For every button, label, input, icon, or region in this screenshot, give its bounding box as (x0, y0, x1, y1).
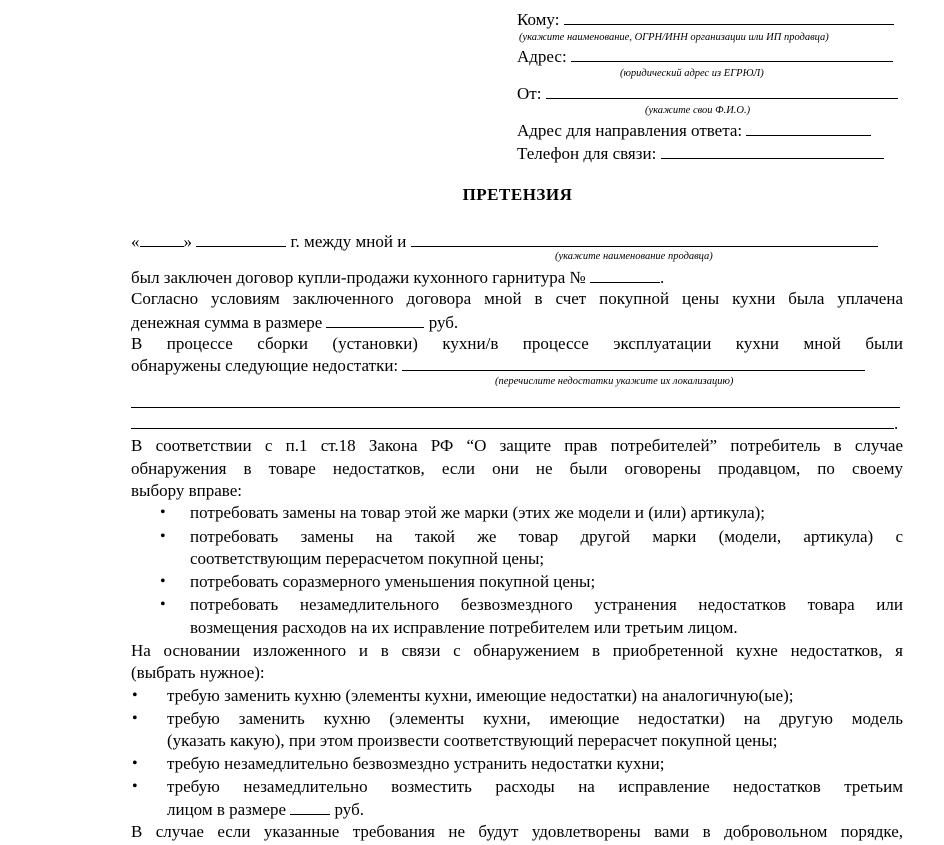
to-hint: (укажите наименование, ОГРН/ИНН организации или ИП продавца) (519, 32, 829, 43)
right-bullet-3: • (160, 573, 166, 590)
defects-line-1: В процессе сборки (установки) кухни/в процессе эксплуатации кухни мной были (131, 334, 903, 353)
defects-field-3[interactable] (131, 413, 894, 429)
demands-line-1: На основании изложенного и в связи с обнаружением в приобретенной кухне недостатков, я (131, 641, 903, 660)
address-field[interactable] (571, 46, 893, 62)
address-hint: (юридический адрес из ЕГРЮЛ) (620, 68, 764, 79)
phone-row (517, 143, 884, 164)
from-hint: (укажите свои Ф.И.О.) (645, 105, 751, 116)
demand-bullet-4: • (132, 778, 138, 795)
defects-line-4 (131, 413, 903, 434)
law-line-1: В соответствии с п.1 ст.18 Закона РФ “О защите прав потребителей” потребитель в случае (131, 436, 903, 455)
demand-bullet-3: • (132, 755, 138, 772)
demand-bullet-2: • (132, 710, 138, 727)
contract-text: был заключен договор купли-продажи кухонного гарнитура № (131, 268, 586, 287)
demand-item-2-line-2: (указать какую), при этом произвести соответствующий перерасчет покупной цены; (167, 731, 778, 750)
defects-field-2[interactable] (131, 392, 900, 408)
payment-line-2 (131, 312, 903, 333)
payment-text: денежная сумма в размере (131, 313, 323, 332)
defects-hint: (перечислите недостатки укажите их локализацию) (495, 376, 734, 387)
day-field[interactable] (140, 231, 184, 247)
to-field[interactable] (564, 9, 894, 25)
from-row (517, 83, 898, 104)
address-row (517, 46, 893, 67)
seller-field[interactable] (411, 231, 878, 247)
date-line (131, 231, 903, 252)
right-item-2-line-1: потребовать замены на такой же товар другой марки (модели, артикула) с (190, 527, 903, 546)
phone-field[interactable] (661, 143, 884, 159)
between-text: г. между мной и (290, 232, 407, 251)
right-item-2-line-2: соответствующим перерасчетом покупной цены; (190, 549, 545, 568)
reply-address-label: Адрес для направления ответа: (517, 121, 743, 140)
defects-line-3 (131, 392, 903, 413)
right-item-4-line-1: потребовать незамедлительного безвозмездного устранения недостатков товара или (190, 595, 903, 614)
payment-currency: руб. (428, 313, 459, 332)
closing-line: В случае если указанные требования не будут удовлетворены вами в добровольном порядке, (131, 822, 903, 841)
date-close: » (183, 232, 192, 251)
compensation-text: лицом в размере (167, 800, 287, 819)
from-label: От: (517, 84, 542, 103)
defects-field[interactable] (402, 355, 865, 371)
date-open: « (131, 232, 140, 251)
defects-text: обнаружены следующие недостатки: (131, 356, 399, 375)
law-line-3: выбору вправе: (131, 481, 242, 500)
to-label: Кому: (517, 10, 560, 29)
demand-item-3: требую незамедлительно безвозмездно устранить недостатки кухни; (167, 754, 665, 773)
right-item-3: потребовать соразмерного уменьшения покупной цены; (190, 572, 596, 591)
compensation-currency: руб. (334, 800, 364, 819)
to-row (517, 9, 894, 30)
defects-line-2 (131, 355, 903, 376)
right-bullet-4: • (160, 596, 166, 613)
reply-address-row (517, 120, 871, 141)
page-title: ПРЕТЕНЗИЯ (462, 185, 573, 204)
seller-hint: (укажите наименование продавца) (555, 251, 713, 262)
compensation-amount-field[interactable] (290, 799, 330, 815)
right-item-1: потребовать замены на товар этой же марки (этих же модели и (или) артикула); (190, 503, 766, 522)
phone-label: Телефон для связи: (517, 144, 657, 163)
demand-bullet-1: • (132, 687, 138, 704)
demand-item-1: требую заменить кухню (элементы кухни, имеющие недостатки) на аналогичную(ые); (167, 686, 794, 705)
right-item-4-line-2: возмещения расходов на их исправление потребителем или третьим лицом. (190, 618, 738, 637)
address-label: Адрес: (517, 47, 567, 66)
payment-amount-field[interactable] (326, 312, 424, 328)
payment-line-1: Согласно условиям заключенного договора мной в счет покупной цены кухни была уплачена (131, 289, 903, 308)
reply-address-field[interactable] (746, 120, 871, 136)
demand-item-2-line-1: требую заменить кухню (элементы кухни, имеющие недостатки) на другую модель (167, 709, 903, 728)
right-bullet-1: • (160, 504, 166, 521)
law-line-2: обнаружения в товаре недостатков, если они не были оговорены продавцом, по своему (131, 459, 903, 478)
demand-item-4-line-2 (167, 799, 903, 820)
defects-end: . (894, 414, 899, 433)
demand-item-4-line-1: требую незамедлительно возместить расходы на исправление недостатков третьим (167, 777, 903, 796)
right-bullet-2: • (160, 528, 166, 545)
from-field[interactable] (546, 83, 898, 99)
month-year-field[interactable] (196, 231, 286, 247)
contract-number-field[interactable] (590, 267, 660, 283)
contract-line (131, 267, 903, 288)
contract-end: . (659, 268, 665, 287)
demands-line-2: (выбрать нужное): (131, 663, 265, 682)
